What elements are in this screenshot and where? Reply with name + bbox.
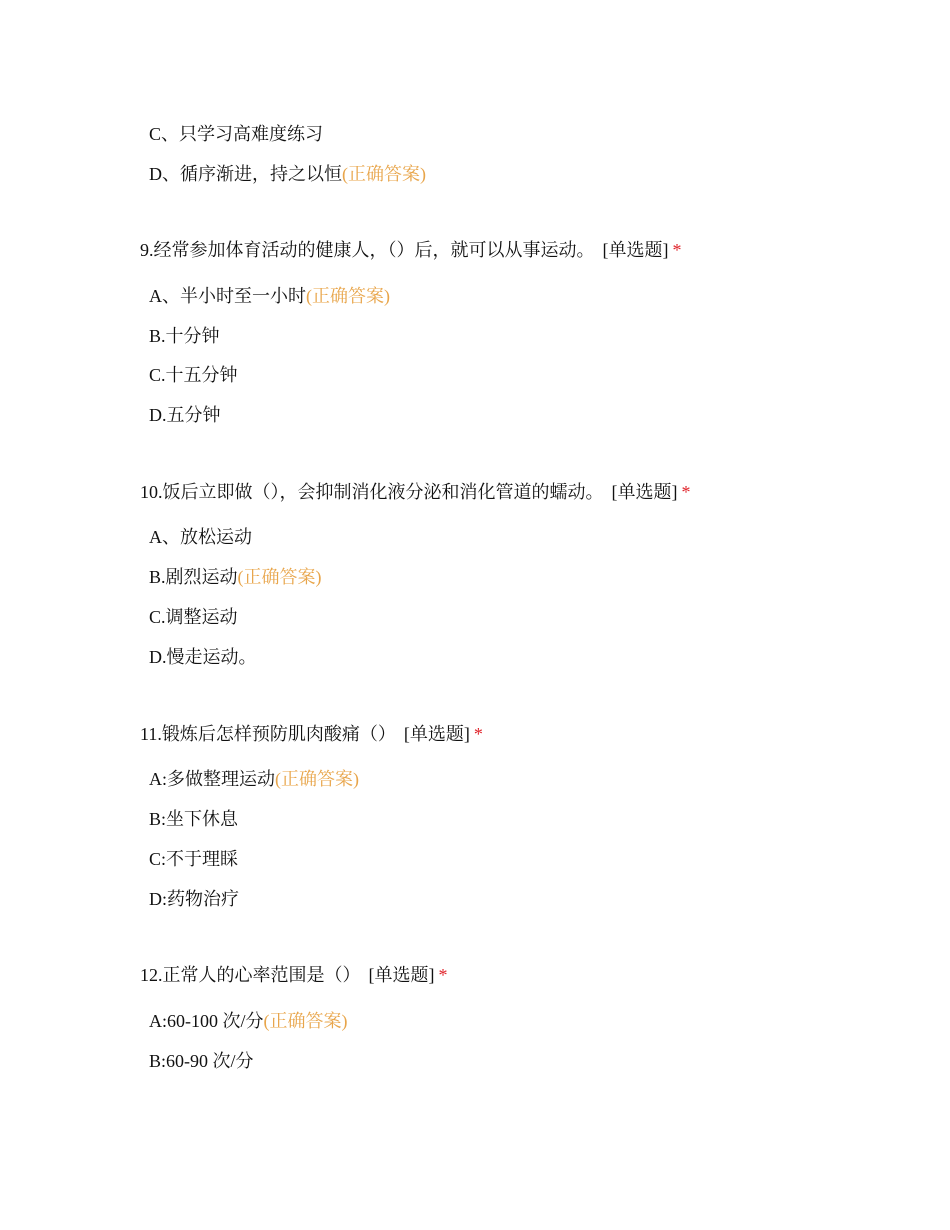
option-item: [149, 847, 238, 871]
question-text: 11.锻炼后怎样预防肌肉酸痛（）: [140, 724, 396, 744]
option-item: [149, 807, 238, 831]
option-text: A:多做整理运动: [149, 769, 275, 789]
required-mark: *: [672, 240, 682, 260]
option-item: [149, 324, 220, 348]
option-text: A、放松运动: [149, 527, 252, 547]
option-item: [149, 887, 239, 911]
option-text: D.慢走运动。: [149, 647, 257, 667]
required-mark: *: [681, 482, 691, 502]
option-item: [149, 605, 238, 629]
option-text: A、半小时至一小时: [149, 286, 306, 306]
question-title: [140, 480, 691, 504]
option-text: C:不于理睬: [149, 849, 239, 869]
required-mark: *: [473, 724, 483, 744]
option-text: D:药物治疗: [149, 889, 239, 909]
option-item: [149, 525, 252, 549]
option-item: [149, 122, 323, 146]
option-item: [149, 363, 238, 387]
question-type-tag: [单选题]: [403, 724, 470, 744]
question-text: 12.正常人的心率范围是（）: [140, 965, 361, 985]
option-text: B.剧烈运动: [149, 567, 238, 587]
correct-answer-marker: (正确答案): [306, 286, 390, 306]
correct-answer-marker: (正确答案): [275, 769, 359, 789]
option-item: [149, 1009, 348, 1033]
question-type-tag: [单选题]: [611, 482, 678, 502]
question-title: [140, 963, 448, 987]
option-text: C.十五分钟: [149, 365, 238, 385]
correct-answer-marker: (正确答案): [263, 1011, 348, 1031]
option-text: D、循序渐进，持之以恒: [149, 164, 342, 184]
option-text: B.十分钟: [149, 326, 220, 346]
option-text: C.调整运动: [149, 607, 238, 627]
option-text: B:60-90 次/分: [149, 1051, 254, 1071]
question-text: 9.经常参加体育活动的健康人，（）后，就可以从事运动。: [140, 240, 595, 260]
question-title: [140, 238, 682, 262]
correct-answer-marker: (正确答案): [237, 567, 322, 587]
question-title: [140, 722, 483, 746]
question-type-tag: [单选题]: [602, 240, 669, 260]
required-mark: *: [438, 965, 448, 985]
correct-answer-marker: (正确答案): [342, 164, 426, 184]
option-item: [149, 403, 221, 427]
option-text: A:60-100 次/分: [149, 1011, 264, 1031]
question-text: 10.饭后立即做（），会抑制消化液分泌和消化管道的蠕动。: [140, 482, 604, 502]
option-item: [149, 767, 359, 791]
option-item: [149, 1049, 254, 1073]
option-item: [149, 284, 390, 308]
option-text: B:坐下休息: [149, 809, 239, 829]
option-item: [149, 162, 426, 186]
question-type-tag: [单选题]: [368, 965, 435, 985]
option-text: C、只学习高难度练习: [149, 124, 324, 144]
option-text: D.五分钟: [149, 405, 221, 425]
option-item: [149, 565, 322, 589]
option-item: [149, 645, 257, 669]
